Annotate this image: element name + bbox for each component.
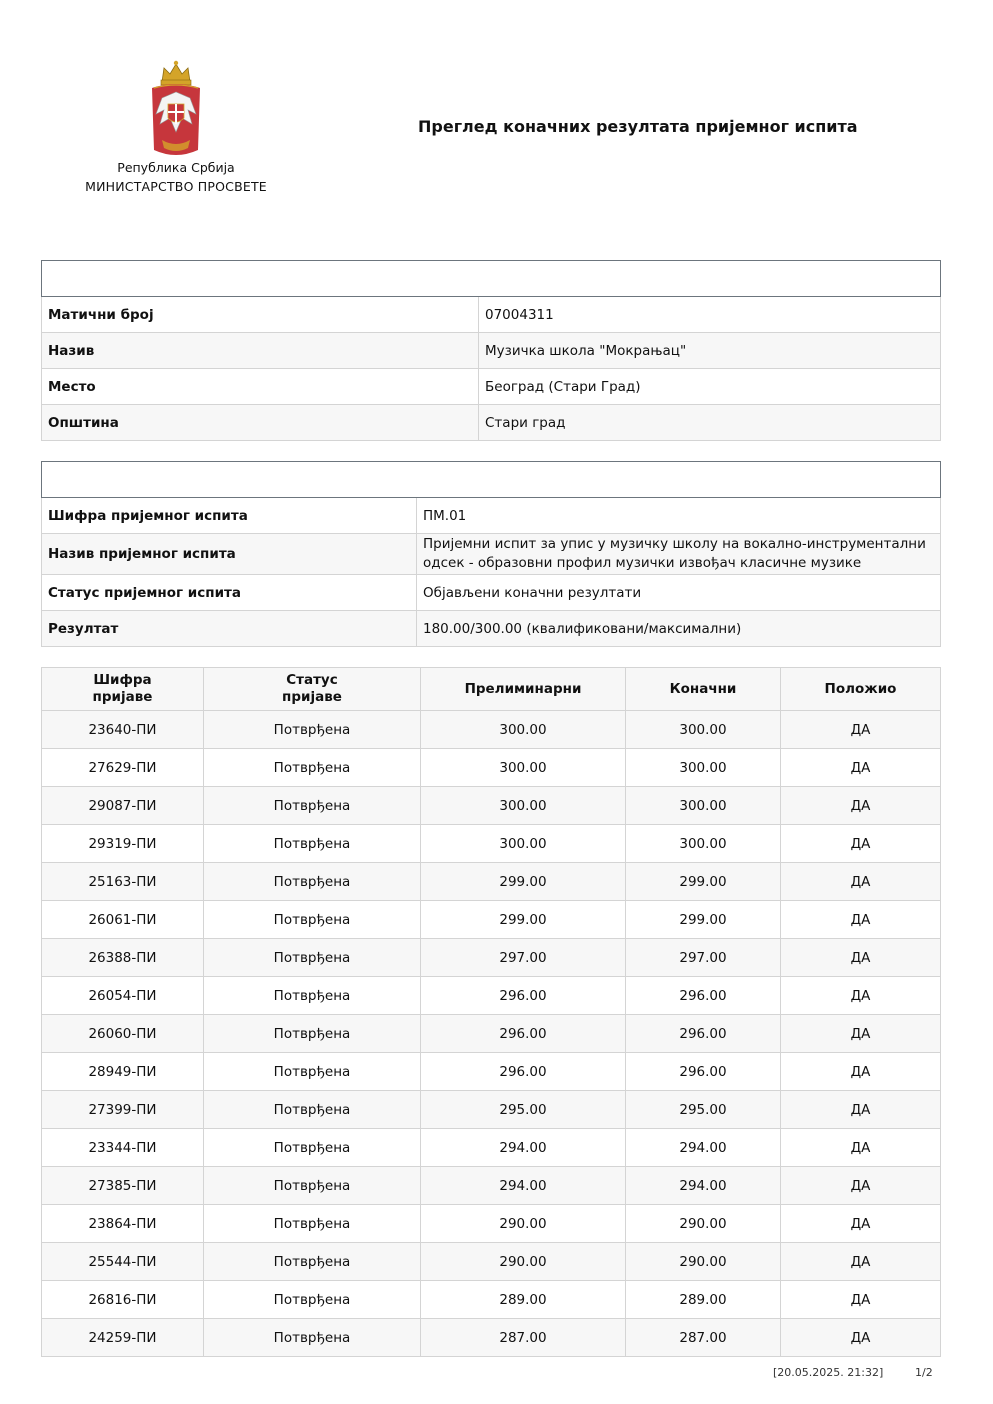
application-status-cell: Потврђена xyxy=(204,1091,421,1129)
school-place-label: Место xyxy=(42,369,479,405)
preliminary-score-cell: 295.00 xyxy=(421,1091,626,1129)
preliminary-score-cell: 290.00 xyxy=(421,1205,626,1243)
preliminary-score-cell: 294.00 xyxy=(421,1129,626,1167)
table-row xyxy=(42,1281,941,1319)
application-code-cell: 24259-ПИ xyxy=(42,1319,204,1357)
passed-cell: ДА xyxy=(781,1053,941,1091)
preliminary-score-cell: 289.00 xyxy=(421,1281,626,1319)
ministry-label: МИНИСТАРСТВО ПРОСВЕТЕ xyxy=(85,179,267,194)
column-header-passed: Положио xyxy=(781,668,941,711)
application-status-cell: Потврђена xyxy=(204,1167,421,1205)
passed-cell: ДА xyxy=(781,1319,941,1357)
application-code-cell: 26060-ПИ xyxy=(42,1015,204,1053)
school-name-label: Назив xyxy=(42,333,479,369)
final-score-cell: 294.00 xyxy=(626,1129,781,1167)
passed-cell: ДА xyxy=(781,1129,941,1167)
preliminary-score-cell: 294.00 xyxy=(421,1167,626,1205)
application-code-cell: 27385-ПИ xyxy=(42,1167,204,1205)
exam-status-value: Објављени коначни резултати xyxy=(417,575,941,611)
application-code-cell: 28949-ПИ xyxy=(42,1053,204,1091)
application-status-cell: Потврђена xyxy=(204,901,421,939)
table-row xyxy=(42,1129,941,1167)
exam-name-label: Назив пријемног испита xyxy=(42,534,417,575)
table-row xyxy=(42,1205,941,1243)
preliminary-score-cell: 299.00 xyxy=(421,901,626,939)
application-code-cell: 23640-ПИ xyxy=(42,711,204,749)
column-header-preliminary: Прелиминарни xyxy=(421,668,626,711)
final-score-cell: 300.00 xyxy=(626,749,781,787)
application-status-cell: Потврђена xyxy=(204,1129,421,1167)
final-score-cell: 296.00 xyxy=(626,977,781,1015)
results-header-row xyxy=(42,668,941,711)
preliminary-score-cell: 290.00 xyxy=(421,1243,626,1281)
school-place-value: Београд (Стари Град) xyxy=(479,369,941,405)
school-name-value: Музичка школа "Мокрањац" xyxy=(479,333,941,369)
application-status-cell: Потврђена xyxy=(204,1319,421,1357)
application-code-cell: 25163-ПИ xyxy=(42,863,204,901)
application-status-cell: Потврђена xyxy=(204,711,421,749)
final-score-cell: 289.00 xyxy=(626,1281,781,1319)
column-header-application-code: Шифра пријаве xyxy=(42,668,204,711)
passed-cell: ДА xyxy=(781,1243,941,1281)
application-code-cell: 23864-ПИ xyxy=(42,1205,204,1243)
application-status-cell: Потврђена xyxy=(204,1243,421,1281)
application-status-cell: Потврђена xyxy=(204,1281,421,1319)
application-code-cell: 26061-ПИ xyxy=(42,901,204,939)
school-municipality-value: Стари град xyxy=(479,405,941,441)
table-row xyxy=(42,1319,941,1357)
final-score-cell: 297.00 xyxy=(626,939,781,977)
exam-code-label: Шифра пријемног испита xyxy=(42,498,417,534)
final-score-cell: 300.00 xyxy=(626,711,781,749)
final-score-cell: 296.00 xyxy=(626,1053,781,1091)
exam-name-value: Пријемни испит за упис у музичку школу на вокално-инструментални одсек - образовни профил музички извођач класичне музике xyxy=(417,534,941,575)
application-code-cell: 26816-ПИ xyxy=(42,1281,204,1319)
exam-info-table xyxy=(41,461,941,647)
passed-cell: ДА xyxy=(781,1281,941,1319)
exam-status-label: Статус пријемног испита xyxy=(42,575,417,611)
final-score-cell: 287.00 xyxy=(626,1319,781,1357)
table-row xyxy=(42,939,941,977)
school-section-title: ПОДАЦИ О ШКОЛИ xyxy=(42,261,941,297)
school-id-label: Матични број xyxy=(42,297,479,333)
preliminary-score-cell: 299.00 xyxy=(421,863,626,901)
application-status-cell: Потврђена xyxy=(204,1015,421,1053)
school-info-table xyxy=(41,260,941,441)
table-row xyxy=(42,1053,941,1091)
final-score-cell: 294.00 xyxy=(626,1167,781,1205)
preliminary-score-cell: 300.00 xyxy=(421,825,626,863)
preliminary-score-cell: 297.00 xyxy=(421,939,626,977)
school-municipality-label: Општина xyxy=(42,405,479,441)
final-score-cell: 295.00 xyxy=(626,1091,781,1129)
application-code-cell: 29319-ПИ xyxy=(42,825,204,863)
passed-cell: ДА xyxy=(781,1091,941,1129)
passed-cell: ДА xyxy=(781,977,941,1015)
preliminary-score-cell: 296.00 xyxy=(421,1015,626,1053)
final-score-cell: 290.00 xyxy=(626,1205,781,1243)
table-row xyxy=(42,1167,941,1205)
final-score-cell: 300.00 xyxy=(626,825,781,863)
application-code-cell: 26388-ПИ xyxy=(42,939,204,977)
application-status-cell: Потврђена xyxy=(204,1205,421,1243)
table-row xyxy=(42,1015,941,1053)
table-row xyxy=(42,901,941,939)
exam-code-value: ПМ.01 xyxy=(417,498,941,534)
document-header xyxy=(0,0,993,240)
table-row xyxy=(42,1091,941,1129)
passed-cell: ДА xyxy=(781,1015,941,1053)
application-status-cell: Потврђена xyxy=(204,939,421,977)
serbia-coat-of-arms-icon xyxy=(148,58,204,160)
school-id-value: 07004311 xyxy=(479,297,941,333)
table-row xyxy=(42,1243,941,1281)
table-row xyxy=(42,977,941,1015)
preliminary-score-cell: 300.00 xyxy=(421,749,626,787)
preliminary-score-cell: 296.00 xyxy=(421,1053,626,1091)
exam-section-title: ПОДАЦИ О ПРИЈЕМНОМ ИСПИТУ xyxy=(42,462,941,498)
preliminary-score-cell: 300.00 xyxy=(421,711,626,749)
application-code-cell: 29087-ПИ xyxy=(42,787,204,825)
final-score-cell: 300.00 xyxy=(626,787,781,825)
passed-cell: ДА xyxy=(781,787,941,825)
passed-cell: ДА xyxy=(781,901,941,939)
final-score-cell: 299.00 xyxy=(626,863,781,901)
table-row xyxy=(42,749,941,787)
passed-cell: ДА xyxy=(781,1205,941,1243)
passed-cell: ДА xyxy=(781,863,941,901)
passed-cell: ДА xyxy=(781,749,941,787)
application-code-cell: 26054-ПИ xyxy=(42,977,204,1015)
application-status-cell: Потврђена xyxy=(204,787,421,825)
application-code-cell: 27399-ПИ xyxy=(42,1091,204,1129)
application-status-cell: Потврђена xyxy=(204,977,421,1015)
table-row xyxy=(42,825,941,863)
table-row xyxy=(42,787,941,825)
application-status-cell: Потврђена xyxy=(204,863,421,901)
application-code-cell: 23344-ПИ xyxy=(42,1129,204,1167)
table-row xyxy=(42,711,941,749)
preliminary-score-cell: 296.00 xyxy=(421,977,626,1015)
application-code-cell: 27629-ПИ xyxy=(42,749,204,787)
passed-cell: ДА xyxy=(781,1167,941,1205)
application-code-cell: 25544-ПИ xyxy=(42,1243,204,1281)
final-score-cell: 299.00 xyxy=(626,901,781,939)
passed-cell: ДА xyxy=(781,825,941,863)
exam-result-label: Резултат xyxy=(42,611,417,647)
page-title: Преглед коначних резултата пријемног испита xyxy=(418,117,858,136)
application-status-cell: Потврђена xyxy=(204,825,421,863)
column-header-final: Коначни xyxy=(626,668,781,711)
republic-label: Република Србија xyxy=(117,160,235,175)
passed-cell: ДА xyxy=(781,939,941,977)
preliminary-score-cell: 287.00 xyxy=(421,1319,626,1357)
preliminary-score-cell: 300.00 xyxy=(421,787,626,825)
application-status-cell: Потврђена xyxy=(204,749,421,787)
results-table xyxy=(41,667,941,1357)
application-status-cell: Потврђена xyxy=(204,1053,421,1091)
column-header-application-status: Статус пријаве xyxy=(204,668,421,711)
print-timestamp: [20.05.2025. 21:32] xyxy=(773,1366,884,1379)
table-row xyxy=(42,863,941,901)
passed-cell: ДА xyxy=(781,711,941,749)
final-score-cell: 296.00 xyxy=(626,1015,781,1053)
page-number: 1/2 xyxy=(915,1366,933,1379)
final-score-cell: 290.00 xyxy=(626,1243,781,1281)
exam-result-value: 180.00/300.00 (квалификовани/максимални) xyxy=(417,611,941,647)
